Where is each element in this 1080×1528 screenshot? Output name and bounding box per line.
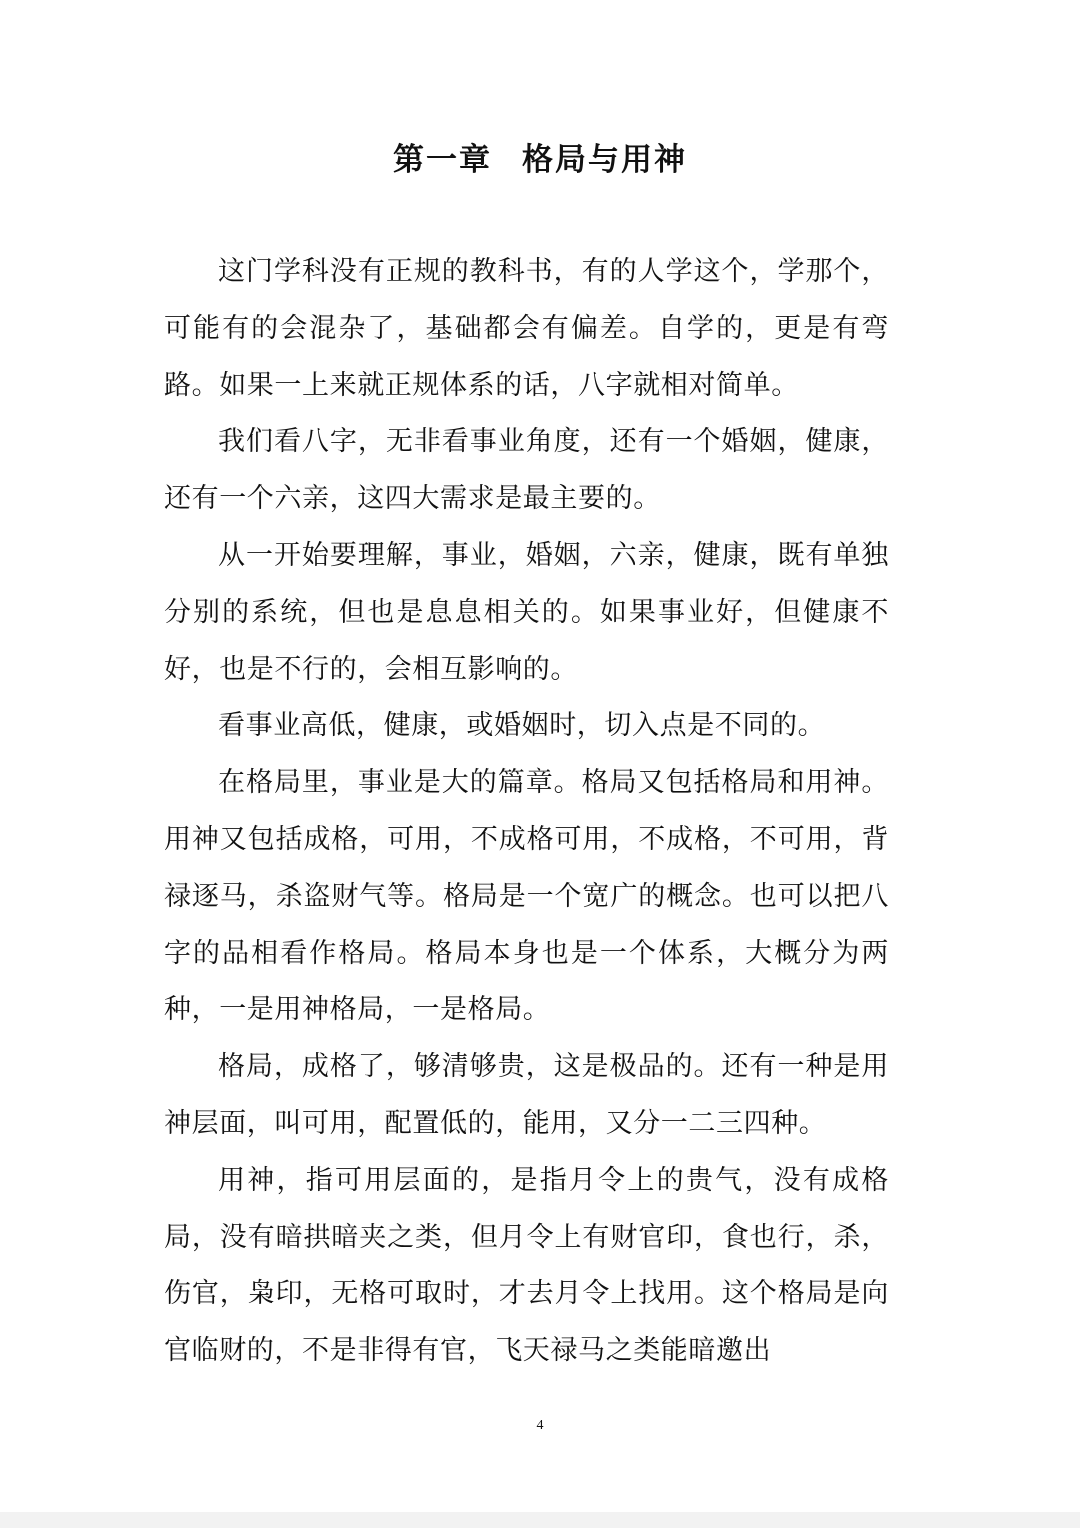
chapter-number: 第一章 bbox=[393, 142, 492, 178]
paragraph: 用神，指可用层面的，是指月令上的贵气，没有成格局，没有暗拱暗夹之类，但月令上有财官印，食也行，杀，伤官，枭印，无格可取时，才去月令上找用。这个格局是向官临财的，不是非得有官，飞天禄马之类能暗邀出 bbox=[164, 1164, 889, 1367]
paragraph: 这门学科没有正规的教科书，有的人学这个，学那个，可能有的会混杂了，基础都会有偏差。自学的，更是有弯路。如果一上来就正规体系的话，八字就相对简单。 bbox=[164, 256, 889, 401]
paragraph: 我们看八字，无非看事业角度，还有一个婚姻，健康，还有一个六亲，这四大需求是最主要的。 bbox=[164, 426, 889, 515]
page-bottom-edge bbox=[0, 1512, 1080, 1528]
paragraph: 看事业高低，健康，或婚姻时，切入点是不同的。 bbox=[218, 710, 826, 742]
chapter-name: 格局与用神 bbox=[522, 142, 687, 178]
paragraph: 从一开始要理解，事业，婚姻，六亲，健康，既有单独分别的系统，但也是息息相关的。如果事业好，但健康不好，也是不行的，会相互影响的。 bbox=[164, 539, 889, 685]
paragraph: 在格局里，事业是大的篇章。格局又包括格局和用神。用神又包括成格，可用，不成格可用，不成格，不可用，背禄逐马，杀盗财气等。格局是一个宽广的概念。也可以把八字的品相看作格局。格局本身也是一个体系，大概分为两种，一是用神格局，一是格局。 bbox=[164, 767, 889, 1026]
chapter-title bbox=[0, 136, 1080, 184]
paragraph: 格局，成格了，够清够贵，这是极品的。还有一种是用神层面，叫可用，配置低的，能用，又分一二三四种。 bbox=[164, 1051, 889, 1139]
page-number: 4 bbox=[536, 1418, 544, 1433]
body-text bbox=[164, 244, 889, 1380]
